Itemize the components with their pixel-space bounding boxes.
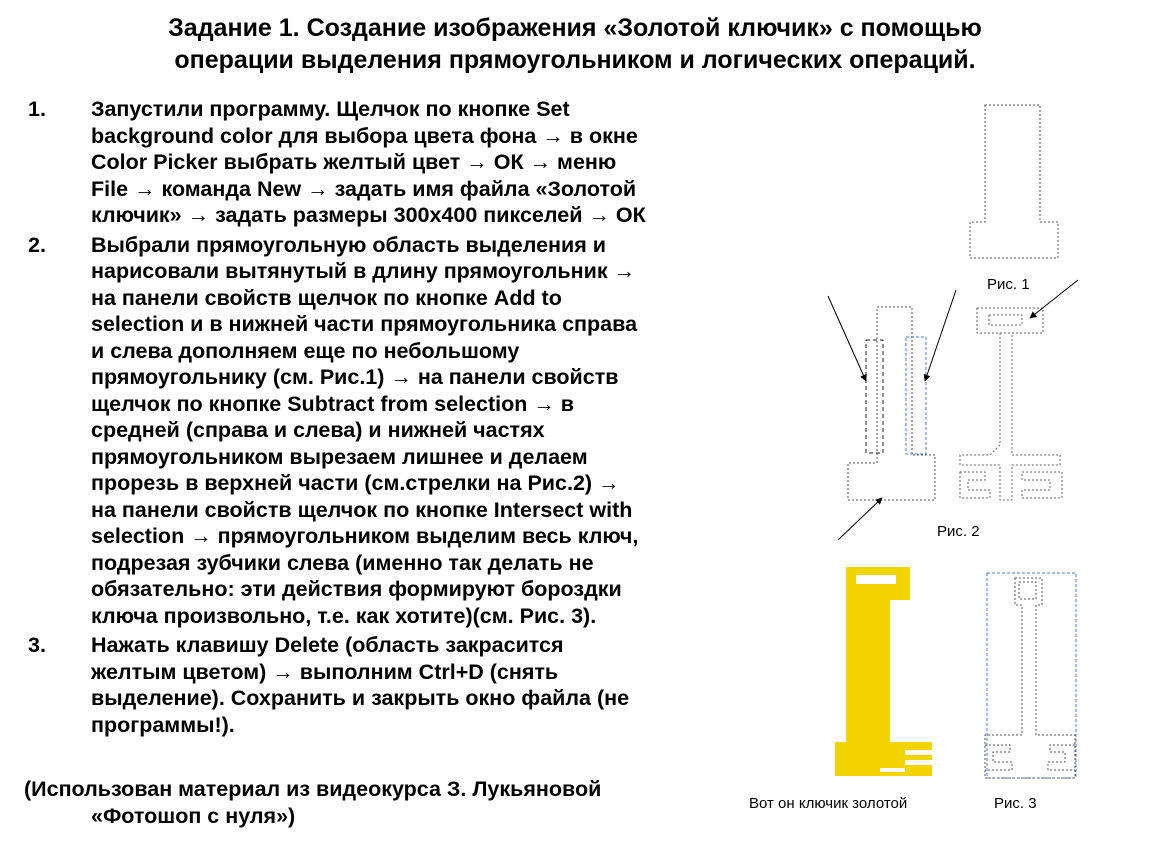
caption-fig3: Рис. 3	[994, 795, 1037, 812]
step-line: selection и в нижней части прямоугольника справа	[91, 312, 638, 336]
fig2-left-outline	[848, 307, 935, 500]
title-line-1: Задание 1. Создание изображения «Золотой ключик» с помощью	[168, 14, 982, 42]
step-line: программы!).	[91, 712, 235, 737]
step-line: ключа произвольно, т.е. как хотите)(см. Рис. 3).	[91, 603, 597, 628]
step-line: и слева дополняем еще по небольшому	[91, 338, 520, 363]
step-line: средней (справа и слева) и нижней частях	[91, 418, 545, 442]
step-line: Нажать клавишу Delete (область закрасится	[91, 633, 564, 657]
step-line: обязательно: эти действия формируют бороздки	[91, 577, 622, 601]
step-line: Color Picker выбрать желтый цвет → ОК → меню	[91, 150, 617, 174]
golden-key-image	[835, 567, 932, 776]
fig1-key-outline	[970, 105, 1058, 258]
caption-golden-key: Вот он ключик золотой	[749, 795, 908, 812]
arrow-to-left-cut	[828, 296, 866, 381]
arrow-to-slot	[1030, 280, 1078, 318]
title-line-2: операции выделения прямоугольником и логических операций.	[174, 46, 976, 74]
arrow-to-right-cut	[925, 290, 956, 381]
step-line: щелчок по кнопке Subtract from selection → в	[91, 391, 575, 416]
step-line: Выбрали прямоугольную область выделения и	[91, 232, 606, 257]
fig3-outline	[985, 573, 1076, 778]
step-line: selection → прямоугольником выделим весь ключ,	[91, 524, 639, 548]
step-line: прорезь в верхней части (см.стрелки на Рис.2) →	[91, 471, 620, 495]
caption-fig2: Рис. 2	[937, 523, 980, 540]
step-number: 1.	[28, 97, 46, 121]
step-number: 3.	[28, 633, 46, 657]
step-line: на панели свойств щелчок по кнопке Add to	[91, 285, 562, 310]
step-line: желтым цветом) → выполним Ctrl+D (снять	[91, 659, 559, 684]
step-line: Запустили программу. Щелчок по кнопке Set	[91, 97, 570, 121]
source-line-1: (Использован материал из видеокурса З. Лукьяновой	[24, 777, 602, 801]
step-line: на панели свойств щелчок по кнопке Intersect with	[91, 497, 633, 522]
step-line: выделение). Сохранить и закрыть окно файла (не	[91, 686, 630, 710]
step-line: прямоугольником вырезаем лишнее и делаем	[91, 444, 588, 469]
step-line: нарисовали вытянутый в длину прямоугольник →	[91, 259, 636, 283]
step-line: background color для выбора цвета фона → в окне	[91, 123, 638, 148]
step-line: подрезая зубчики слева (именно так делать не	[91, 550, 594, 575]
arrow-to-bottom	[838, 498, 882, 540]
step-line: ключик» → задать размеры 300x400 пикселей → ОК	[91, 203, 646, 227]
step-line: прямоугольнику (см. Рис.1) → на панели свойств	[91, 365, 619, 389]
source-line-2: «Фотошоп с нуля»)	[91, 803, 296, 828]
fig2-right-outline	[960, 308, 1062, 500]
step-line: File → команда New → задать имя файла «Золотой	[91, 176, 637, 201]
step-number: 2.	[28, 232, 46, 257]
caption-fig1: Рис. 1	[987, 276, 1030, 293]
